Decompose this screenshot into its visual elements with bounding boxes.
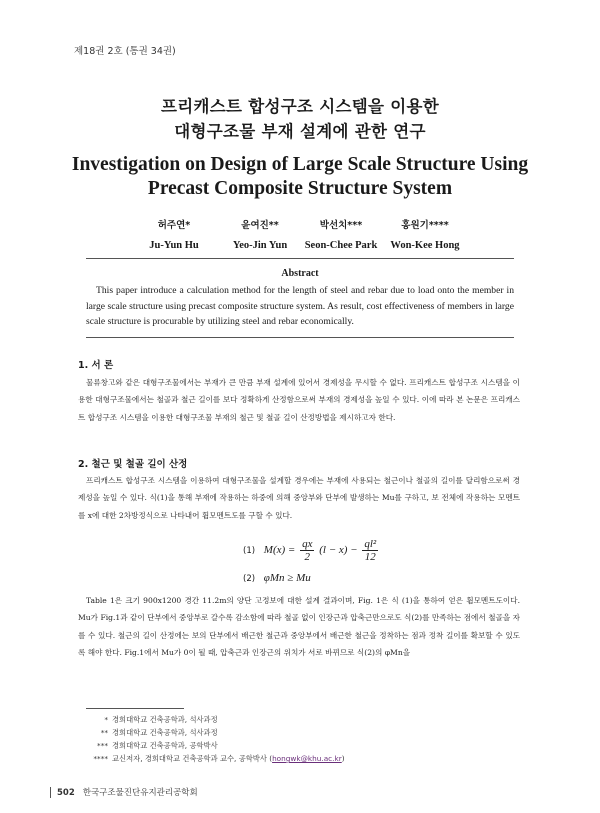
abstract-heading: Abstract xyxy=(281,268,319,279)
footer-bar xyxy=(50,787,51,798)
body-paragraph: Table 1은 크기 900x1200 경간 11.2m의 양단 고정보에 대한 설계 결과이며, Fig. 1은 식 (1)을 통하여 얻은 휨모멘트도이다. Mu가 Fig.1과 같이 단부에서 중앙부로 갈수록 감소함에 따라 철골 없이 인장근과 압축근만으로도 식(2)를 만족하는 점에서 철골을 자를 수 있다. 철근의 길이 산정에는 보의 단부에서 배근한 철근과 중앙부에서 배근한 철근을 정착하는 점과 정착 길이를 확보할 수 있도록 해야 한다. Fig.1에서 Mu가 0이 될 때, 압축근과 인장근의 위치가 서로 바뀌므로 식(2)의 φMn을 xyxy=(78,596,520,658)
author-korean-name: 윤여진** xyxy=(241,220,279,231)
footnote xyxy=(86,728,218,738)
section-paragraph: 프리캐스트 합성구조 시스템을 이용하여 대형구조물을 설계할 경우에는 부재에 사용되는 철근이나 철골의 길이를 달리함으로써 경제성을 높일 수 있다. 식(1)을 통해 부재에 작용하는 하중에 의해 중앙부와 단부에 발생하는 Mu를 구하고, 보 전체에 작용하는 모멘트를 x에 대한 2차방정식으로 나타내어 휨모멘트도를 구할 수 있다. xyxy=(78,476,520,520)
footnote-text: 경희대학교 건축공학과, 석사과정 xyxy=(112,728,218,737)
divider xyxy=(86,337,514,338)
footnote-mark: **** xyxy=(93,754,108,763)
footnote xyxy=(86,754,345,764)
equation-lhs: M(x) = xyxy=(263,544,299,557)
footnote-text: 경희대학교 건축공학과, 공학박사 xyxy=(112,741,218,750)
fraction-denominator: 12 xyxy=(364,551,376,563)
page-number: 502 xyxy=(57,788,75,798)
equation-number: (1) xyxy=(243,546,256,557)
section-paragraph: 물류창고와 같은 대형구조물에서는 부재가 큰 만큼 부재 설계에 있어서 경제성을 무시할 수 없다. 프리캐스트 합성구조 시스템을 이용한 대형구조물에서는 철골과 철근 길이를 보다 정확하게 산정함으로써 부재의 경제성을 높일 수 있다. 이에 따라 본 논문은 프리캐스트 합성구조 시스템을 이용한 대형구조물 부재의 철근 및 철골 길이 산정방법을 제시하고자 한다. xyxy=(78,378,520,422)
author-english-name: Won-Kee Hong xyxy=(390,240,460,251)
footnote-divider xyxy=(86,708,184,709)
fraction xyxy=(300,538,314,563)
journal-name: 한국구조물진단유지관리공학회 xyxy=(82,788,198,798)
divider xyxy=(86,258,514,259)
equation-body: φMn ≥ Mu xyxy=(263,572,311,584)
author xyxy=(365,217,485,251)
volume-info: 제18권 2호 (통권 34권) xyxy=(74,46,176,57)
korean-title-line-1: 프리캐스트 합성구조 시스템을 이용한 xyxy=(161,97,439,116)
author-english-name: Yeo-Jin Yun xyxy=(232,240,288,251)
email-link[interactable]: hongwk@khu.ac.kr xyxy=(272,754,342,763)
english-title-line-1: Investigation on Design of Large Scale Structure Using xyxy=(71,154,529,175)
footnote-text: ) xyxy=(341,754,345,763)
equation-2 xyxy=(243,572,311,584)
author-korean-name: 홍원기**** xyxy=(401,220,449,231)
author-english-name: Ju-Yun Hu xyxy=(149,240,199,251)
fraction xyxy=(362,538,378,563)
equation-middle: (l − x) − xyxy=(319,544,358,557)
footnote xyxy=(86,715,218,725)
author-korean-name: 허주연* xyxy=(157,220,191,231)
fraction-numerator: ql² xyxy=(364,538,377,550)
equation-1 xyxy=(243,538,380,563)
fraction-denominator: 2 xyxy=(304,551,311,563)
equation-number: (2) xyxy=(243,574,256,584)
author-korean-name: 박선치*** xyxy=(319,220,363,231)
page-footer xyxy=(50,786,198,798)
footnote-mark: *** xyxy=(97,741,108,750)
footnote-text: 교신저자, 경희대학교 건축공학과 교수, 공학박사 ( xyxy=(112,754,273,763)
fraction-numerator: qx xyxy=(302,538,313,550)
korean-title-line-2: 대형구조물 부재 설계에 관한 연구 xyxy=(174,122,426,141)
footnote-mark: * xyxy=(104,715,108,724)
abstract-text: This paper introduce a calculation method for the length of steel and rebar due to load onto the member in large scale structure using precast composite structure system. As result, cost effectiveness of members in large scale structure is procurable by utilizing steel and rebar economically. xyxy=(86,285,514,327)
footnote-text: 경희대학교 건축공학과, 석사과정 xyxy=(112,715,218,724)
author-english-name: Seon-Chee Park xyxy=(304,240,378,251)
section-heading: 2. 철근 및 철골 길이 산정 xyxy=(78,459,188,470)
section-heading: 1. 서 론 xyxy=(78,360,114,371)
footnote xyxy=(86,741,218,751)
footnote-mark: ** xyxy=(100,728,108,737)
english-title-line-2: Precast Composite Structure System xyxy=(147,178,453,199)
